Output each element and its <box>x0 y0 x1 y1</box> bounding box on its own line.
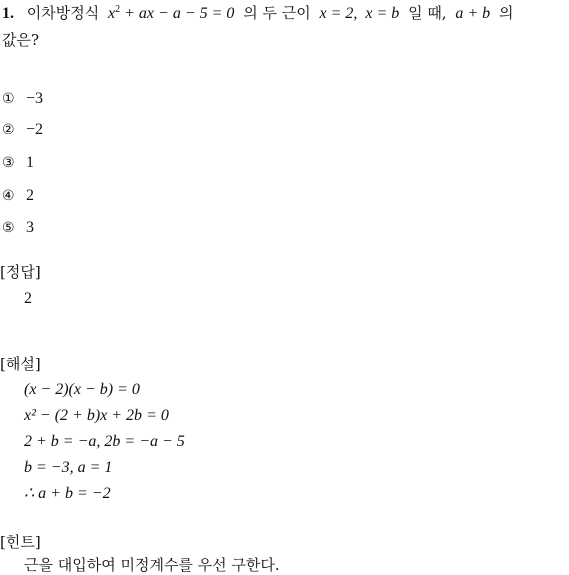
choice-value: 1 <box>26 154 34 171</box>
choice-mark: ③ <box>2 155 15 171</box>
hint-text: 근을 대입하여 미정계수를 우선 구한다. <box>24 556 280 574</box>
question-line-1 <box>2 3 513 24</box>
choice-value: 2 <box>26 187 34 204</box>
choice-3[interactable] <box>2 152 34 173</box>
question-stem-tail-1: 일 때, <box>408 4 447 22</box>
choice-2[interactable] <box>2 119 43 140</box>
answer-value: 2 <box>24 290 32 307</box>
question-number: 1. <box>2 5 14 22</box>
choice-value: −3 <box>26 90 44 107</box>
choice-mark: ④ <box>2 188 15 204</box>
hint-label: [힌트] <box>0 533 41 551</box>
question-roots: x = 2, x = b <box>319 5 400 22</box>
solution-line-2: x² − (2 + b)x + 2b = 0 <box>24 407 169 424</box>
choice-5[interactable] <box>2 217 34 238</box>
choice-mark: ⑤ <box>2 220 15 236</box>
choice-value: −2 <box>26 121 44 138</box>
choice-mark: ① <box>2 91 15 107</box>
choice-mark: ② <box>2 122 15 138</box>
choice-1[interactable] <box>2 88 43 109</box>
question-stem-prefix: 이차방정식 <box>26 4 100 22</box>
solution-label: [해설] <box>0 355 41 373</box>
question-stem-tail-2: 의 <box>498 4 514 22</box>
question-sum: a + b <box>455 5 491 22</box>
question-line-2: 값은? <box>2 31 40 49</box>
solution-line-4: b = −3, a = 1 <box>24 459 113 476</box>
choice-4[interactable] <box>2 185 34 206</box>
solution-line-1: (x − 2)(x − b) = 0 <box>24 381 140 398</box>
solution-line-5: ∴ a + b = −2 <box>24 485 111 502</box>
question-stem-middle: 의 두 근이 <box>243 4 311 22</box>
choice-value: 3 <box>26 219 34 236</box>
answer-label: [정답] <box>0 263 41 281</box>
question-equation: $x^2$ + ax − a − 5 = 0 <box>108 4 235 22</box>
solution-line-3: 2 + b = −a, 2b = −a − 5 <box>24 433 185 450</box>
